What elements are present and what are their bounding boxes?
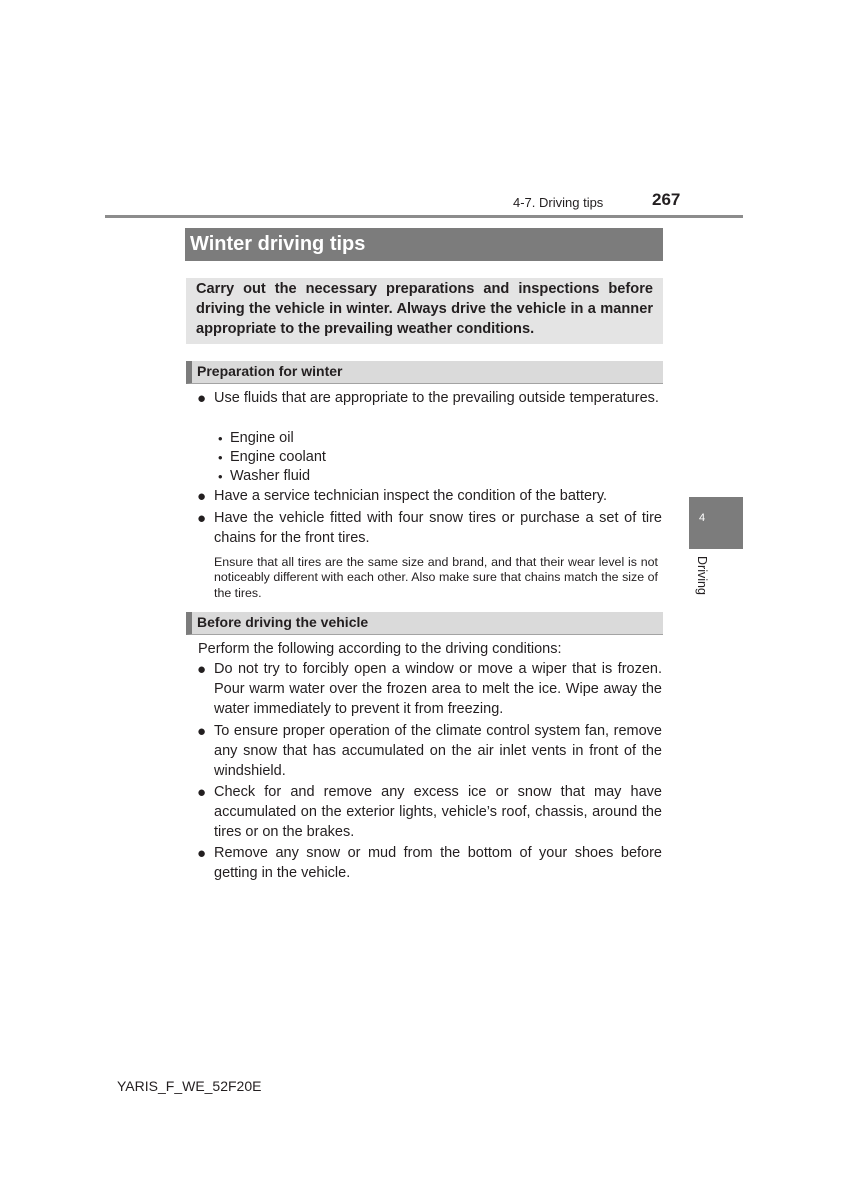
fluid-item-engine-coolant: Engine coolant [230, 449, 326, 465]
chapter-tab [689, 497, 743, 549]
before-driving-lead: Perform the following according to the driving conditions: [198, 641, 562, 657]
bullet-glyph: ● [197, 510, 207, 527]
sub-bullet-glyph: • [218, 469, 223, 484]
section-heading-preparation: Preparation for winter [186, 361, 663, 384]
tire-note: Ensure that all tires are the same size and brand, and that their wear level is not noticeably different with each other. Also make sure that chains match the size of the tires. [214, 555, 658, 600]
chapter-number: 4 [699, 512, 706, 524]
bullet-glyph: ● [197, 390, 207, 407]
document-code: YARIS_F_WE_52F20E [117, 1078, 262, 1094]
bullet-glyph: ● [197, 723, 207, 740]
bullet-battery: Have a service technician inspect the condition of the battery. [214, 488, 608, 504]
bullet-snow-tires: Have the vehicle fitted with four snow tires or purchase a set of tire chains for the front tires. [214, 510, 662, 546]
bullet-glyph: ● [197, 661, 207, 678]
chapter-label: Driving [695, 556, 709, 595]
sub-bullet-glyph: • [218, 450, 223, 465]
sub-bullet-glyph: • [218, 431, 223, 446]
page-number: 267 [652, 190, 681, 209]
bullet-glyph: ● [197, 784, 207, 801]
fluid-item-washer-fluid: Washer fluid [230, 468, 311, 484]
bullet-glyph: ● [197, 845, 207, 862]
header-rule [105, 215, 743, 218]
bullet-frozen-window: Do not try to forcibly open a window or move a wiper that is frozen. Pour warm water over the frozen area to melt the ice. Wipe away the water immediately to prevent it from freezing. [214, 661, 662, 717]
fluid-item-engine-oil: Engine oil [230, 430, 294, 446]
bullet-fluids: Use fluids that are appropriate to the prevailing outside temperatures. [214, 390, 659, 406]
intro-box [186, 278, 663, 344]
bullet-climate-fan: To ensure proper operation of the climate control system fan, remove any snow that has accumulated on the air inlet vents in front of the windshield. [214, 723, 662, 779]
intro-text: Carry out the necessary preparations and inspections before driving the vehicle in winter. Always drive the vehicle in a manner appropriate to the prevailing weather conditions. [196, 281, 653, 337]
bullet-shoes: Remove any snow or mud from the bottom of your shoes before getting in the vehicle. [214, 845, 662, 881]
section-label: 4-7. Driving tips [513, 195, 604, 210]
bullet-glyph: ● [197, 488, 207, 505]
section-heading-before-driving: Before driving the vehicle [186, 612, 663, 635]
bullet-excess-ice: Check for and remove any excess ice or snow that may have accumulated on the exterior lights, vehicle’s roof, chassis, around the tires or on the brakes. [214, 784, 662, 840]
page-title: Winter driving tips [185, 228, 663, 261]
